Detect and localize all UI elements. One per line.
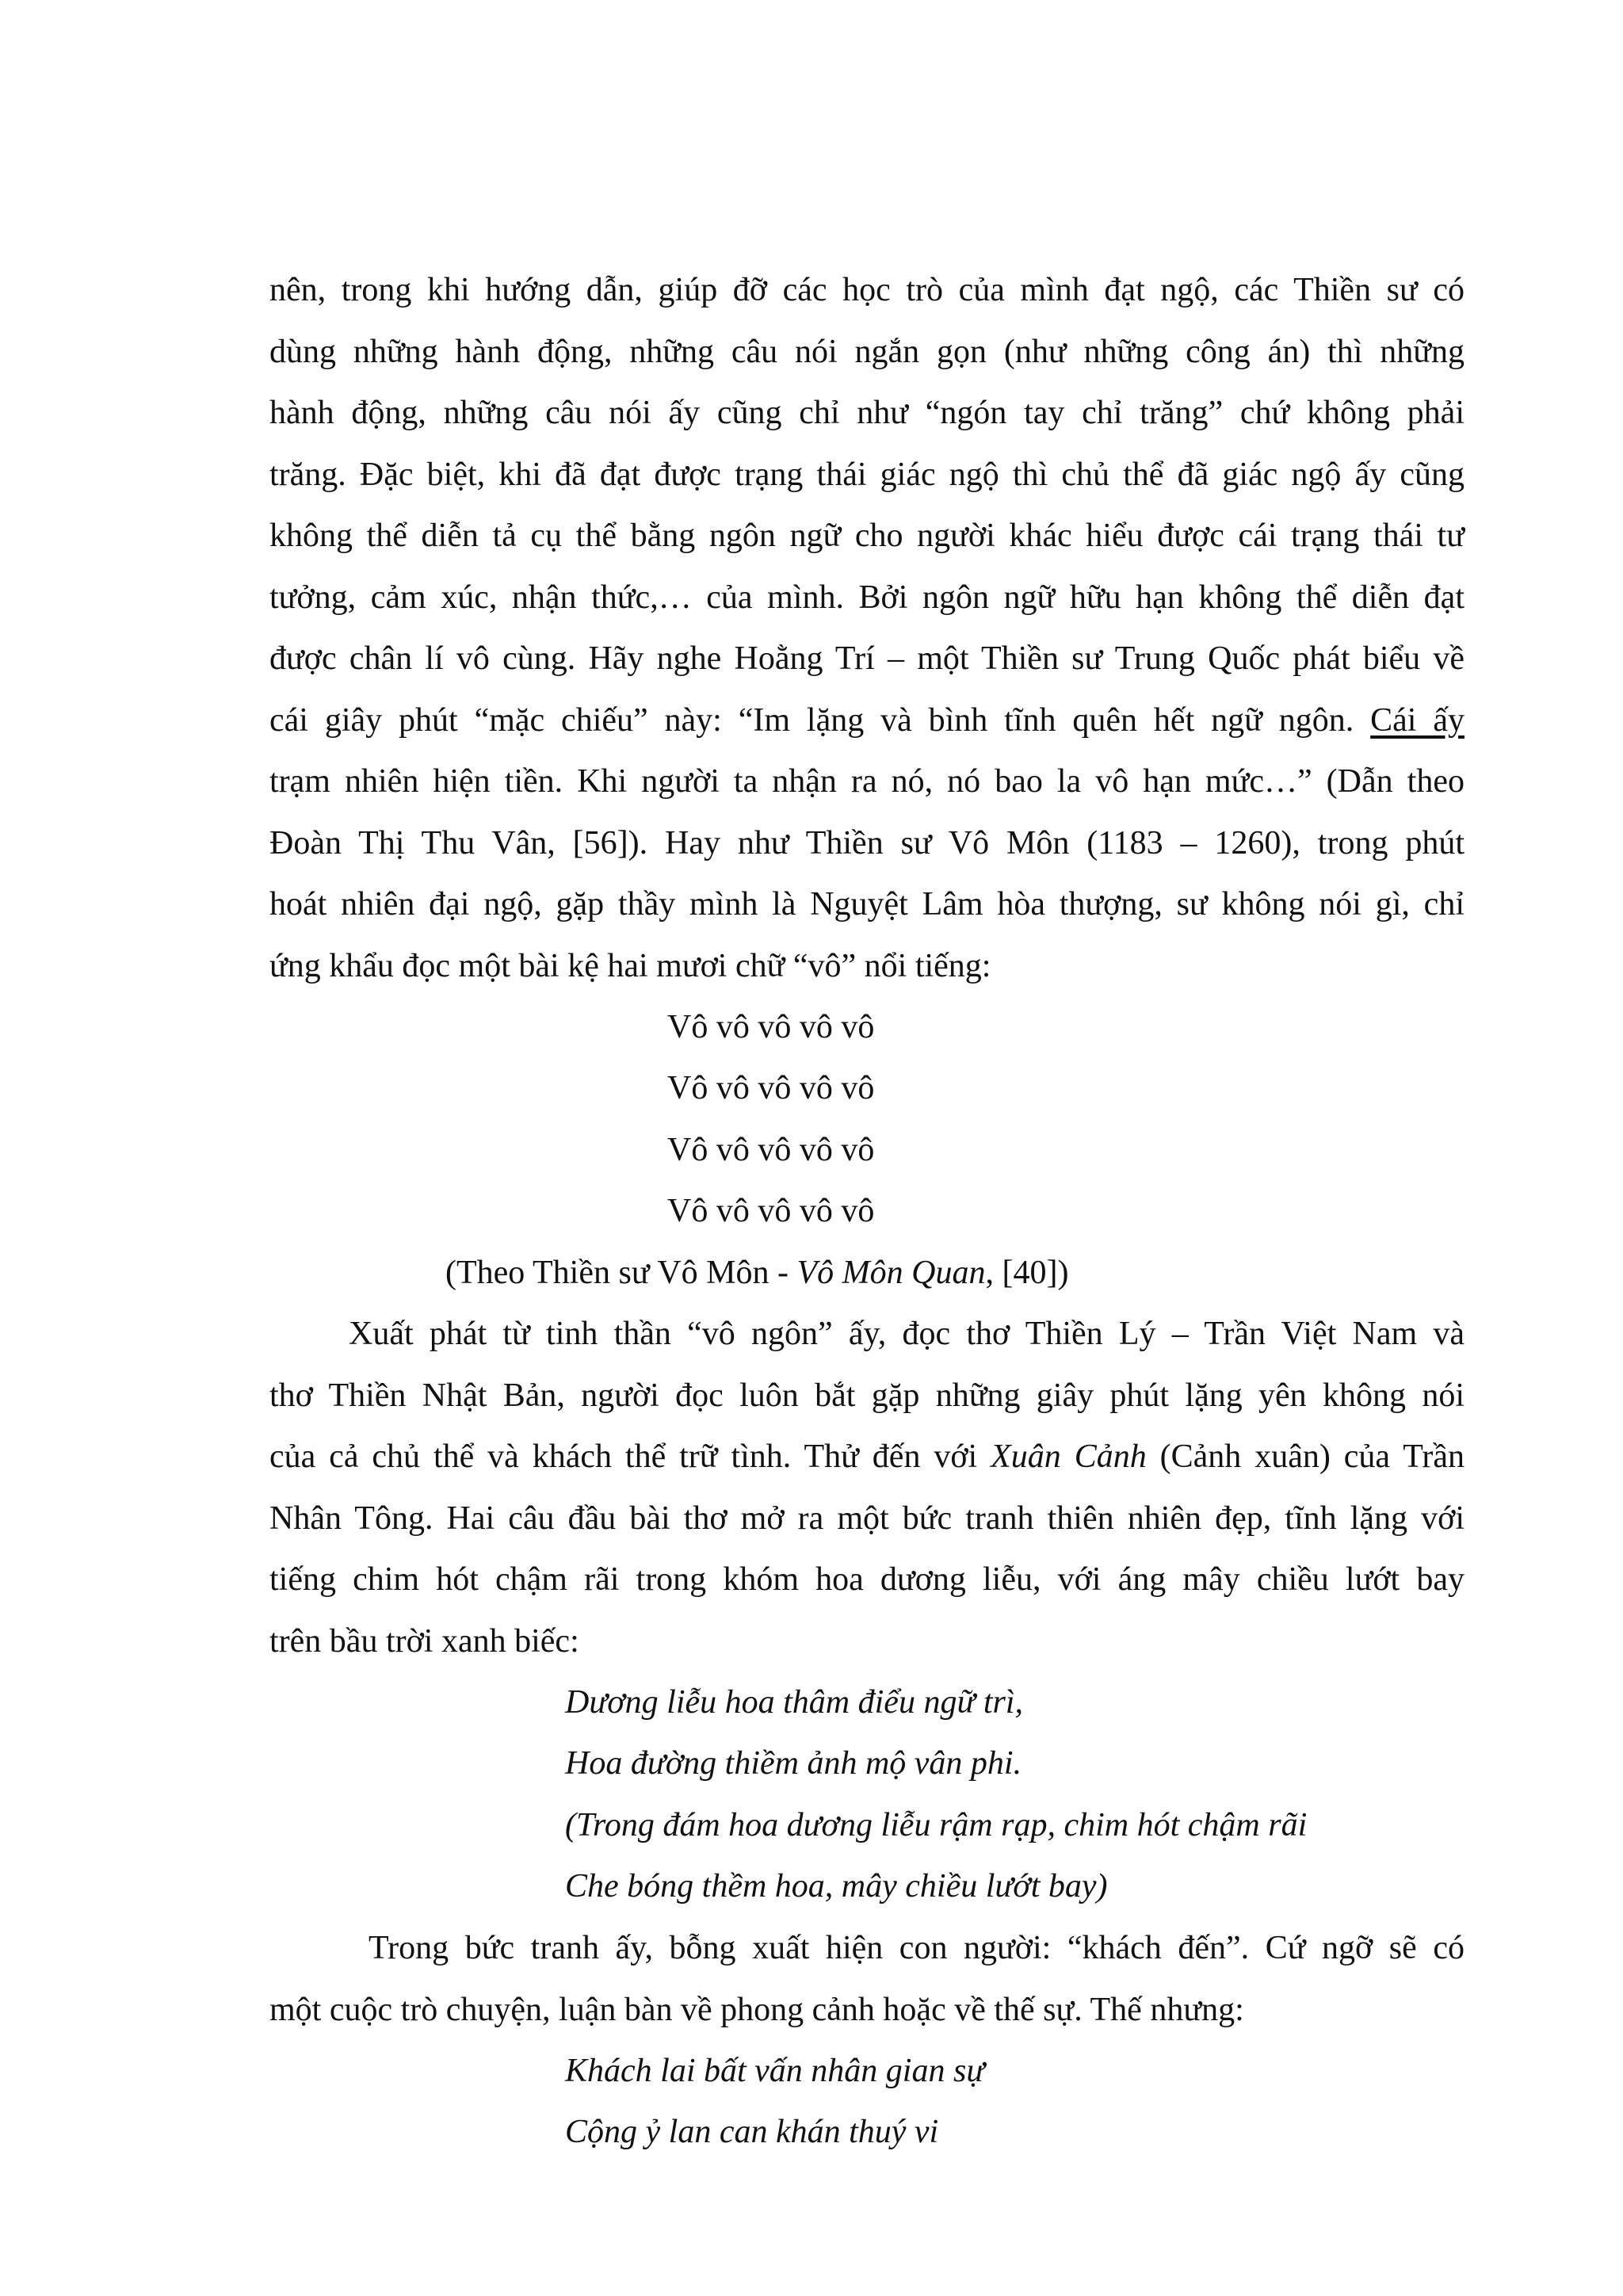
poem-line: Khách lai bất vấn nhân gian sự — [565, 2053, 985, 2089]
verse-line: Vô vô vô vô vô — [667, 1009, 875, 1045]
paragraph-1 — [269, 260, 1465, 997]
paragraph-3 — [269, 1918, 1465, 2041]
text-line: Trong bức tranh ấy, bỗng xuất hiện con người: “khách đến”. Cứ ngỡ sẽ có — [369, 1930, 1465, 1966]
text-segment: cái giây phút “mặc chiếu” này: “Im lặng và bình tĩnh quên hết ngữ ngôn. — [269, 701, 1354, 739]
text-line: trên bầu trời xanh biếc: — [269, 1622, 579, 1660]
poem-line: Che bóng thềm hoa, mây chiều lướt bay) — [565, 1868, 1108, 1904]
text-line — [269, 1427, 1465, 1488]
text-segment: của cả chủ thể và khách thể trữ tình. Thử đến với — [269, 1438, 991, 1475]
text-line: Xuất phát từ tinh thần “vô ngôn” ấy, đọc thơ Thiền Lý – Trần Việt Nam và — [349, 1316, 1465, 1352]
source-title: Vô Môn Quan — [796, 1255, 986, 1291]
verse-line: Vô vô vô vô vô — [667, 1132, 875, 1168]
text-line: hành động, những câu nói ấy cũng chỉ như “ngón tay chỉ trăng” chứ không phải — [269, 395, 1465, 431]
poem-line: Cộng ỷ lan can khán thuý vi — [565, 2114, 939, 2150]
source-suffix: , [40]) — [985, 1255, 1069, 1291]
text-line: dùng những hành động, những câu nói ngắn gọn (như những công án) thì những — [269, 333, 1465, 370]
poem-line: Dương liễu hoa thâm điểu ngữ trì, — [565, 1684, 1024, 1721]
text-line: Nhân Tông. Hai câu đầu bài thơ mở ra một bức tranh thiên nhiên đẹp, tĩnh lặng với — [269, 1499, 1465, 1537]
text-line — [269, 690, 1465, 752]
poem-title: Xuân Cảnh — [991, 1438, 1147, 1475]
source-prefix: (Theo Thiền sư Vô Môn - — [445, 1255, 797, 1291]
text-line: không thể diễn tả cụ thể bằng ngôn ngữ cho người khác hiểu được cái trạng thái tư — [269, 518, 1465, 554]
text-line: hoát nhiên đại ngộ, gặp thầy mình là Nguyệt Lâm hòa thượng, sư không nói gì, chỉ — [269, 886, 1465, 923]
text-line: ứng khẩu đọc một bài kệ hai mươi chữ “vô” nổi tiếng: — [269, 947, 991, 984]
poem-line: Hoa đường thiềm ảnh mộ vân phi. — [565, 1745, 1022, 1782]
text-line: nên, trong khi hướng dẫn, giúp đỡ các học trò của mình đạt ngộ, các Thiền sư có — [269, 272, 1465, 308]
poem-line: (Trong đám hoa dương liễu rậm rạp, chim hót chậm rãi — [565, 1807, 1308, 1843]
verse-line: Vô vô vô vô vô — [667, 1193, 875, 1229]
text-segment: (Cảnh xuân) của Trần — [1146, 1438, 1465, 1475]
text-line: trăng. Đặc biệt, khi đã đạt được trạng thái giác ngộ thì chủ thể đã giác ngộ ấy cũng — [269, 456, 1465, 493]
text-line: tưởng, cảm xúc, nhận thức,… của mình. Bởi ngôn ngữ hữu hạn không thể diễn đạt — [269, 579, 1465, 616]
verse-line: Vô vô vô vô vô — [667, 1070, 875, 1106]
paragraph-2 — [269, 1304, 1465, 1672]
text-line: được chân lí vô cùng. Hãy nghe Hoằng Trí – một Thiền sư Trung Quốc phát biểu về — [269, 640, 1465, 677]
text-line: Đoàn Thị Thu Vân, [56]). Hay như Thiền sư Vô Môn (1183 – 1260), trong phút — [269, 824, 1465, 861]
text-line: trạm nhiên hiện tiền. Khi người ta nhận ra nó, nó bao la vô hạn mức…” (Dẫn theo — [269, 763, 1465, 800]
text-line: một cuộc trò chuyện, luận bàn về phong cảnh hoặc về thế sự. Thế nhưng: — [269, 1991, 1244, 2028]
text-line: tiếng chim hót chậm rãi trong khóm hoa dương liễu, với áng mây chiều lướt bay — [269, 1561, 1465, 1598]
text-line: thơ Thiền Nhật Bản, người đọc luôn bắt gặp những giây phút lặng yên không nói — [269, 1377, 1465, 1414]
underlined-phrase: Cái ấy — [1370, 701, 1465, 739]
verse-source — [445, 1243, 1068, 1305]
